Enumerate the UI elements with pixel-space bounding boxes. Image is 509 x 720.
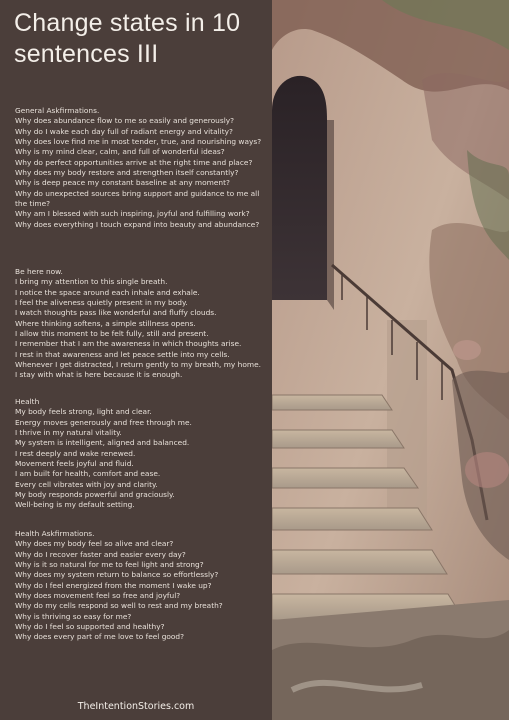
- section-health-askfirmations: [15, 529, 267, 643]
- sentence: Why does love find me in most tender, true, and nourishing ways?: [15, 137, 262, 147]
- sentence: Why do perfect opportunities arrive at the right time and place?: [15, 157, 253, 167]
- sentence: Well-being is my default setting.: [15, 500, 135, 510]
- sentence: I feel the aliveness quietly present in my body.: [15, 298, 188, 308]
- sentence: Why does my body restore and strengthen itself constantly?: [15, 168, 239, 178]
- sentence: Why do I feel so supported and healthy?: [15, 622, 165, 632]
- sentence: My body responds powerful and graciously.: [15, 490, 175, 500]
- sentence: Why do I wake each day full of radiant energy and vitality?: [15, 126, 233, 136]
- sentence: I stay with what is here because it is enough.: [15, 370, 183, 380]
- section-heading: Be here now.: [15, 267, 63, 276]
- sentence: Why does movement feel so free and joyful?: [15, 591, 181, 601]
- section-heading: General Askfirmations.: [15, 106, 100, 115]
- sentence: Why does my body feel so alive and clear?: [15, 539, 174, 549]
- sentence: Energy moves generously and free through me.: [15, 417, 192, 427]
- sentence: Why is thriving so easy for me?: [15, 611, 132, 621]
- section-heading: Health Askfirmations.: [15, 529, 95, 538]
- sentence: I remember that I am the awareness in which thoughts arise.: [15, 339, 242, 349]
- sentence: I allow this moment to be felt fully, still and present.: [15, 329, 209, 339]
- sentence: My body feels strong, light and clear.: [15, 407, 152, 417]
- section-be-here-now: [15, 267, 267, 381]
- sentence: Why do I recover faster and easier every day?: [15, 549, 186, 559]
- sentence: Why does everything I touch expand into beauty and abundance?: [15, 219, 260, 229]
- page-title: Change states in 10 sentences III: [14, 9, 241, 68]
- sentence: Why is deep peace my constant baseline at any moment?: [15, 178, 230, 188]
- sentence: Why am I blessed with such inspiring, joyful and fulfilling work?: [15, 209, 250, 219]
- sentence: Movement feels joyful and fluid.: [15, 459, 134, 469]
- sentence: Every cell vibrates with joy and clarity.: [15, 479, 158, 489]
- section-health: [15, 397, 267, 511]
- sentence: Why do I feel energized from the moment I wake up?: [15, 580, 212, 590]
- sentence: I rest in that awareness and let peace settle into my cells.: [15, 349, 230, 359]
- sentence: Why is my mind clear, calm, and full of wonderful ideas?: [15, 147, 225, 157]
- sentence: Why do unexpected sources bring support and guidance to me all the time?: [15, 188, 260, 209]
- sentence: Why does every part of me love to feel good?: [15, 632, 185, 642]
- sentence: I watch thoughts pass like wonderful and fluffy clouds.: [15, 308, 217, 318]
- staircase-painting: [272, 0, 509, 720]
- sentence: I bring my attention to this single breath.: [15, 277, 168, 287]
- sentence: I notice the space around each inhale and exhale.: [15, 287, 200, 297]
- sentence: Where thinking softens, a simple stillness opens.: [15, 318, 196, 328]
- section-heading: Health: [15, 397, 40, 406]
- sentence: My system is intelligent, aligned and balanced.: [15, 438, 190, 448]
- sentence: I am built for health, comfort and ease.: [15, 469, 161, 479]
- sentence: Whenever I get distracted, I return gently to my breath, my home.: [15, 360, 261, 370]
- sentence: I rest deeply and wake renewed.: [15, 448, 136, 458]
- sentence: Why is it so natural for me to feel light and strong?: [15, 560, 204, 570]
- sentence: Why do my cells respond so well to rest and my breath?: [15, 601, 223, 611]
- section-general-askfirmations: [15, 106, 267, 230]
- sentence: Why does abundance flow to me so easily and generously?: [15, 116, 235, 126]
- sentence: Why does my system return to balance so effortlessly?: [15, 570, 219, 580]
- sentence: I thrive in my natural vitality.: [15, 428, 122, 438]
- website-footer: TheIntentionStories.com: [77, 701, 195, 712]
